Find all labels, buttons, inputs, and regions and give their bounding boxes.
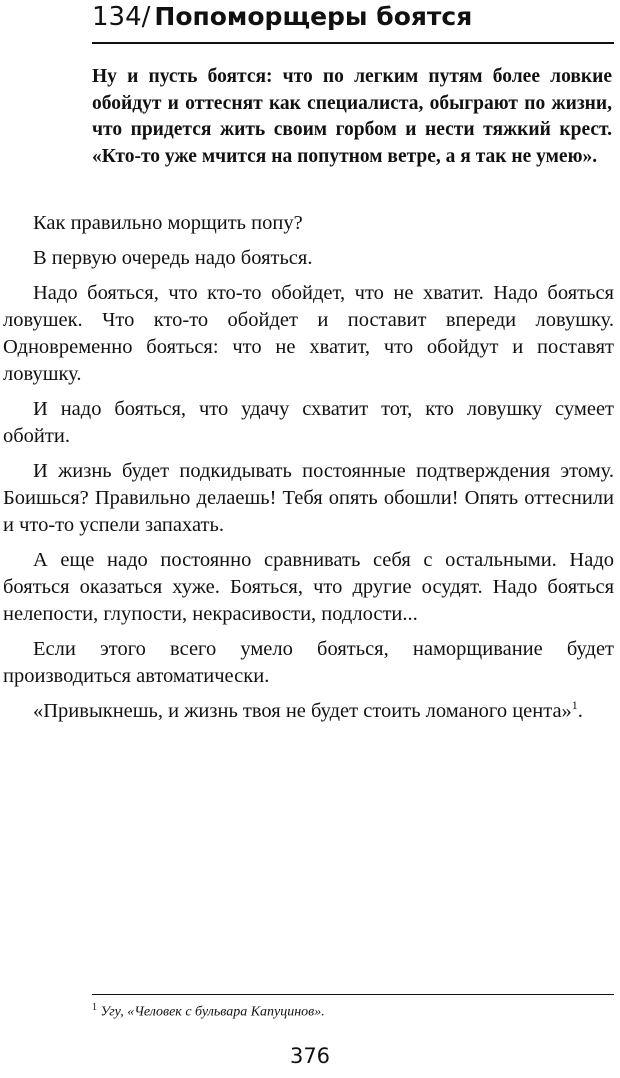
paragraph: Если этого всего умело бояться, наморщивание будет производиться автоматически. [3,638,614,687]
quote-trailing: . [577,700,583,722]
footnote-marker: 1 [92,1002,97,1013]
paragraph: Как правильно морщить попу? [33,212,303,234]
epigraph: Ну и пусть боятся: что по легким путям более ловкие обойдут и оттеснят как специалиста, обыграют по жизни, что придется жить своим горбом и нести тяжкий крест. «Кто-то уже мчится на попутном ветре, а я так не умею». [92,66,612,167]
paragraph: Надо бояться, что кто-то обойдет, что не хватит. Надо бояться ловушек. Что кто-то обойдет и поставит впереди ловушку. Одновременно бояться: что не хватит, что обойдут и поставят ловушку. [3,282,614,385]
quote-text: «Привыкнешь, и жизнь твоя не будет стоить ломаного цента» [33,700,572,722]
page-header [92,2,614,44]
chapter-number: 134/ [92,2,151,32]
page-number: 376 [289,1044,331,1068]
paragraph: В первую очередь надо бояться. [33,247,313,269]
chapter-title: Попоморщеры боятся [154,2,473,31]
footnote-text: Угу, «Человек с бульвара Капуцинов». [100,1004,325,1020]
paragraph: А еще надо постоянно сравнивать себя с остальными. Надо бояться оказаться хуже. Бояться, что другие осудят. Надо бояться нелепости, глупости, некрасивости, подлости... [3,549,614,625]
body-text [3,210,614,733]
footnote-reference[interactable]: 1 [571,698,578,713]
footnote-divider [92,994,614,995]
paragraph: И надо бояться, что удачу схватит тот, кто ловушку сумеет обойти. [3,398,614,447]
paragraph-last [3,698,614,725]
footnote [92,1002,614,1021]
paragraph: И жизнь будет подкидывать постоянные подтверждения этому. Боишься? Правильно делаешь! Тебя опять обошли! Опять оттеснили и что-то успели запахать. [3,460,614,536]
